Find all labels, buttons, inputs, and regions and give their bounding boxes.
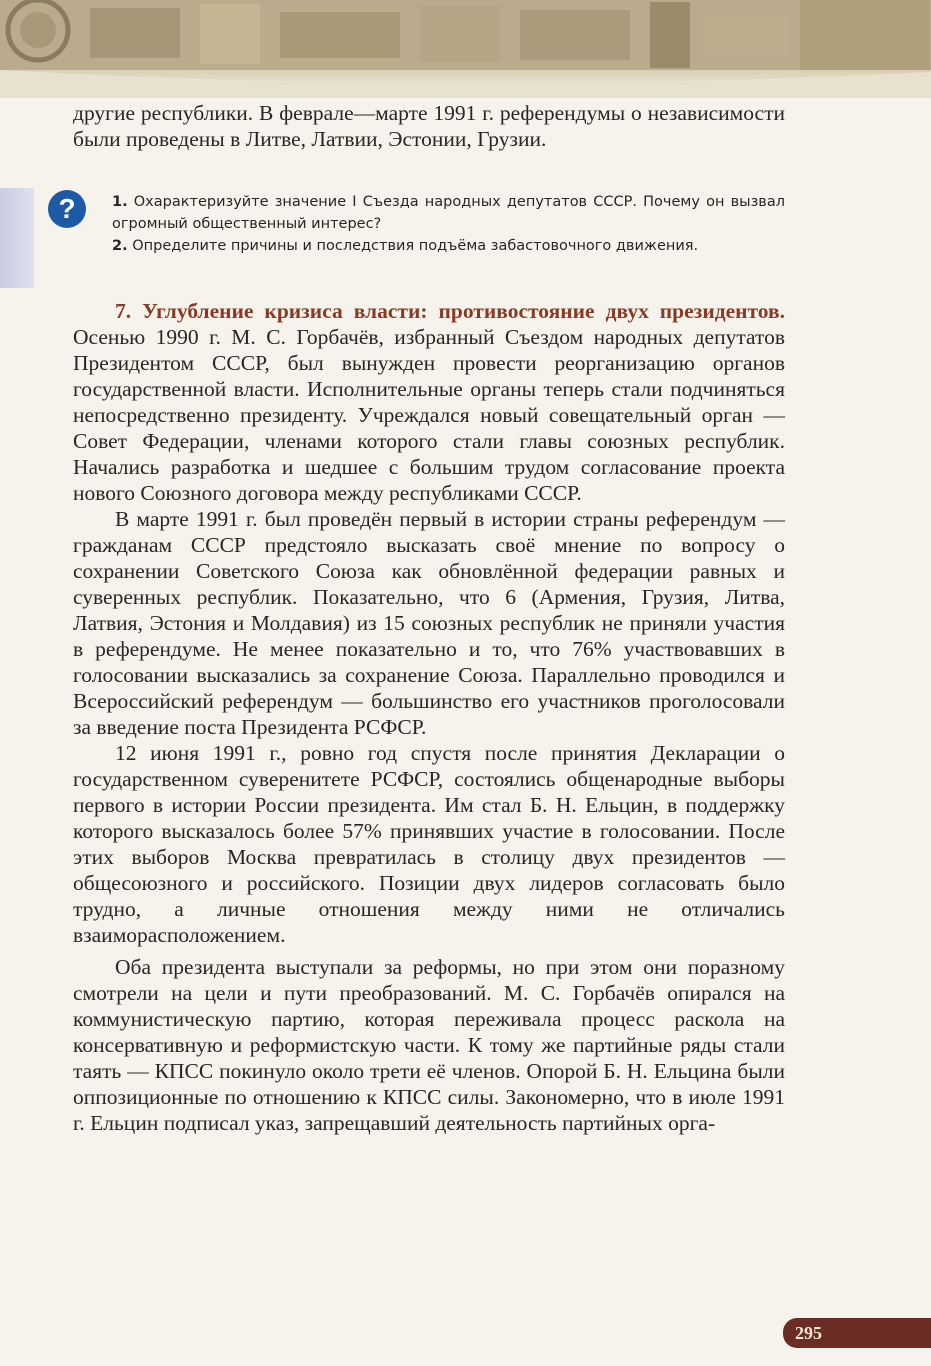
question-number: 2.	[112, 238, 128, 254]
section-paragraph: Оба президента выступали за реформы, но при этом они поразному смотрели на цели и пути преобразований. М. С. Горбачёв опирался на коммунистическую партию, которая переживала процесс раскола на консервативную и реформистскую части. К тому же партийные ряды стали таять — КПСС покинуло около трети её членов. Опорой Б. Н. Ельцина были оппозиционные по отношению к КПСС силы. Закономерно, что в июле 1991 г. Ельцин подписал указ, запрещавший деятельность партийных орга-	[73, 955, 785, 1135]
intro-text: другие республики. В феврале—марте 1991 г. референдумы о независимости были проведены в Литве, Латвии, Эстонии, Грузии.	[73, 101, 785, 151]
section-body	[73, 298, 785, 1136]
question-number: 1.	[112, 194, 128, 210]
paragraph-text: Осенью 1990 г. М. С. Горбачёв, избранный Съездом народных депутатов Президентом СССР, был вынужден провести реорганизацию органов государственной власти. Исполнительные органы теперь стали подчиняться непосредственно президенту. Учреждался новый совещательный орган — Совет Федерации, членами которого стали главы союзных республик. Начались разработка и шедшее с большим трудом согласование проекта нового Союзного договора между республиками СССР.	[73, 325, 785, 505]
decorative-banner	[0, 0, 931, 98]
section-paragraph	[73, 298, 785, 506]
page-number: 295	[795, 1323, 822, 1343]
review-questions	[112, 191, 785, 257]
section-heading: 7. Углубление кризиса власти: противостояние двух президентов.	[115, 299, 785, 323]
question-icon: ?	[48, 190, 86, 228]
banner-illustration	[0, 0, 931, 98]
questions-side-strip	[0, 188, 34, 288]
question-item	[112, 235, 785, 257]
question-item	[112, 191, 785, 235]
section-paragraph: В марте 1991 г. был проведён первый в истории страны референдум — гражданам СССР предстояло высказать своё мнение по вопросу о сохранении Советского Союза как обновлённой федерации равных и суверенных республик. Показательно, что 6 (Армения, Грузия, Литва, Латвия, Эстония и Молдавия) из 15 союзных республик не приняли участия в референдуме. Не менее показательно и то, что 76% участвовавших в голосовании высказались за сохранение Союза. Параллельно проводился и Всероссийский референдум — большинство его участников проголосовали за введение поста Президента РСФСР.	[73, 507, 785, 739]
section-paragraph: 12 июня 1991 г., ровно год спустя после принятия Декларации о государственном суверенитете РСФСР, состоялись общенародные выборы первого в истории России президента. Им стал Б. Н. Ельцин, в поддержку которого высказалось более 57% принявших участие в голосовании. После этих выборов Москва превратилась в столицу двух президентов — общесоюзного и российского. Позиции двух лидеров согласовать было трудно, а личные отношения между ними не отличались взаиморасположением.	[73, 741, 785, 947]
question-text: Охарактеризуйте значение I Съезда народных депутатов СССР. Почему он вызвал огромный общественный интерес?	[112, 194, 785, 232]
question-text: Определите причины и последствия подъёма забастовочного движения.	[132, 238, 699, 254]
intro-paragraph	[73, 100, 785, 152]
